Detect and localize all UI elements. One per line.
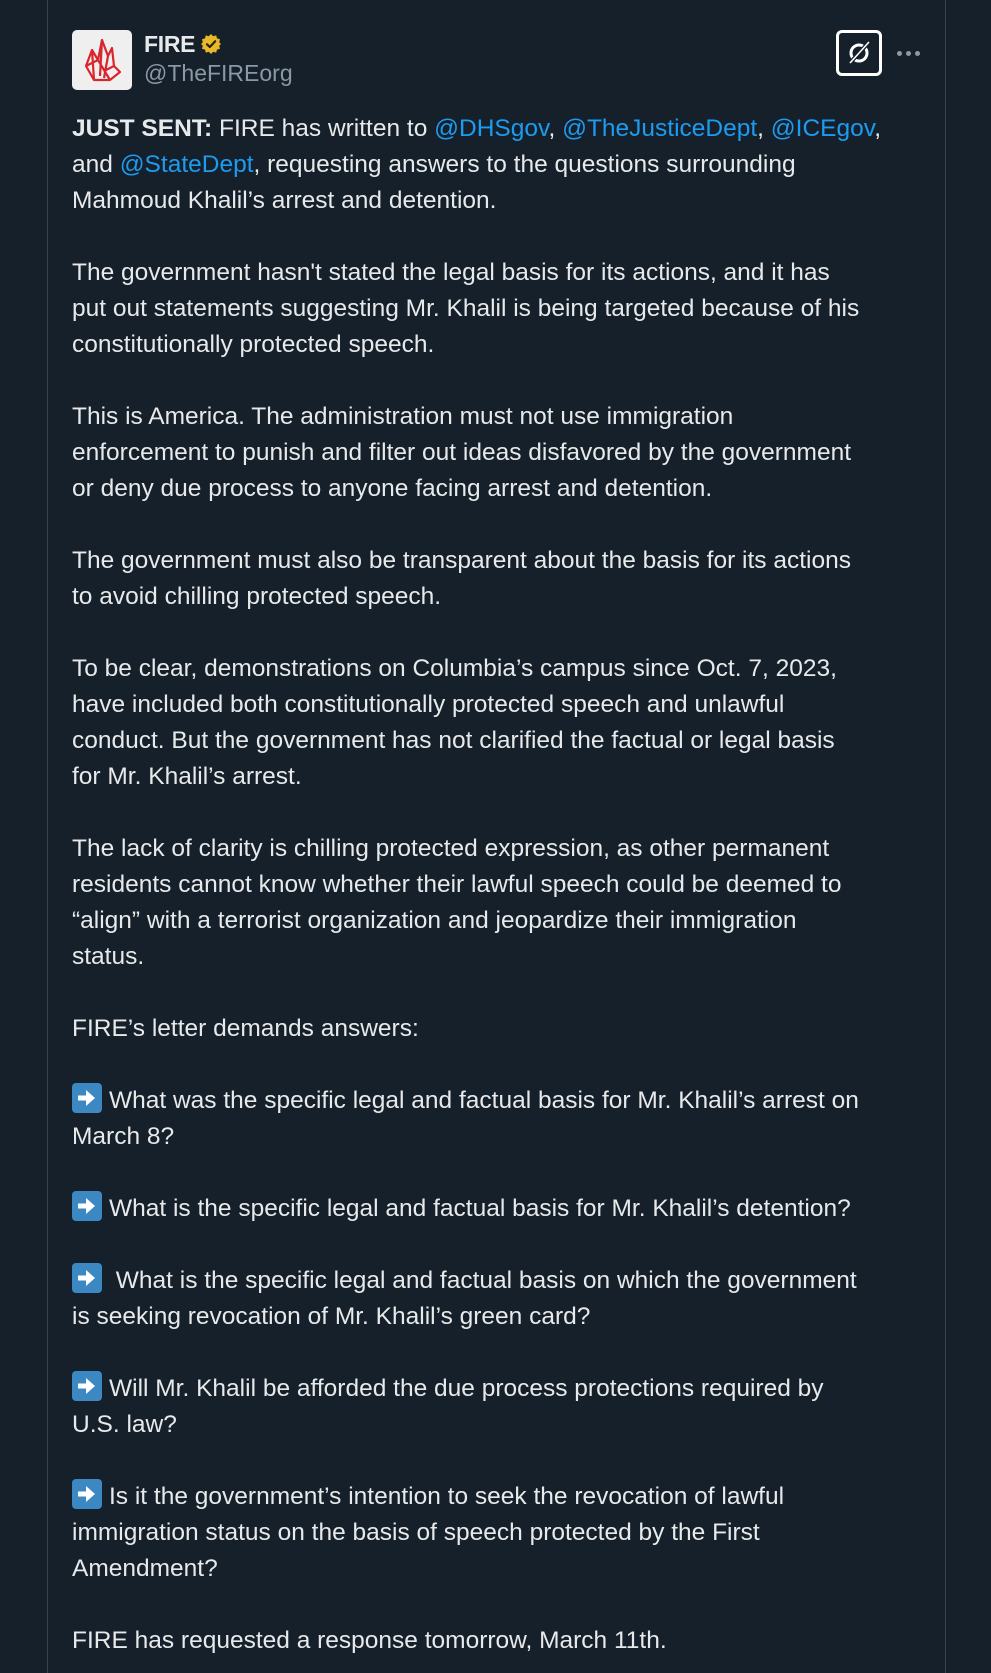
- tweet-line: The government hasn't stated the legal basis for its actions, and it has: [72, 259, 830, 286]
- question-item: [72, 1371, 922, 1443]
- more-horizontal-icon: [897, 51, 902, 56]
- text-segment: ,: [874, 115, 882, 142]
- more-horizontal-icon: [906, 51, 911, 56]
- tweet-line: [72, 1083, 922, 1119]
- mention-dhsgov-link[interactable]: @DHSgov: [434, 115, 549, 142]
- tweet-line: to avoid chilling protected speech.: [72, 583, 442, 610]
- question-item: [72, 1083, 922, 1155]
- tweet-paragraph: [72, 399, 922, 507]
- text-segment: FIRE has written to: [212, 115, 435, 142]
- tweet-line: [72, 1479, 922, 1515]
- question-text: What is the specific legal and factual basis for Mr. Khalil’s detention?: [109, 1195, 851, 1222]
- tweet-line: The lack of clarity is chilling protected expression, as other permanent: [72, 835, 830, 862]
- tweet-line: “align” with a terrorist organization and jeopardize their immigration: [72, 907, 797, 934]
- tweet-line: To be clear, demonstrations on Columbia’s campus since Oct. 7, 2023,: [72, 655, 837, 682]
- tweet-line: [72, 147, 922, 183]
- tweet-line: FIRE’s letter demands answers:: [72, 1015, 419, 1042]
- arrow-right-emoji-icon: [72, 1479, 102, 1509]
- arrow-right-emoji-icon: [72, 1083, 102, 1113]
- tweet-line: [72, 111, 922, 147]
- grok-icon: [844, 38, 874, 68]
- tweet-line: Mahmoud Khalil’s arrest and detention.: [72, 187, 497, 214]
- text-segment: and: [72, 151, 120, 178]
- tweet-paragraph: [72, 255, 922, 363]
- tweet-line: [72, 1263, 922, 1299]
- tweet-line: residents cannot know whether their lawful speech could be deemed to: [72, 871, 842, 898]
- author-name-row[interactable]: [144, 30, 222, 58]
- text-segment: , requesting answers to the questions surrounding: [253, 151, 796, 178]
- tweet-line: for Mr. Khalil’s arrest.: [72, 763, 302, 790]
- tweet-line: conduct. But the government has not clarified the factual or legal basis: [72, 727, 835, 754]
- author-display-name[interactable]: FIRE: [144, 30, 196, 57]
- more-horizontal-icon: [915, 51, 920, 56]
- tweet-paragraph: [72, 831, 922, 975]
- tweet-line: put out statements suggesting Mr. Khalil is being targeted because of his: [72, 295, 860, 322]
- tweet-paragraph: [72, 543, 922, 615]
- tweet-line: [72, 1371, 922, 1407]
- arrow-right-emoji-icon: [72, 1191, 102, 1221]
- fire-logo-icon: [80, 36, 124, 84]
- tweet-line: The government must also be transparent about the basis for its actions: [72, 547, 851, 574]
- tweet-line: FIRE has requested a response tomorrow, March 11th.: [72, 1627, 667, 1654]
- question-text: Is it the government’s intention to seek the revocation of lawful: [109, 1483, 785, 1510]
- tweet-paragraph-letter-demands: [72, 1011, 922, 1047]
- tweet-line: have included both constitutionally protected speech and unlawful: [72, 691, 785, 718]
- verified-badge-icon[interactable]: [200, 33, 222, 55]
- mention-statedept-link[interactable]: @StateDept: [119, 151, 254, 178]
- arrow-right-emoji-icon: [72, 1371, 102, 1401]
- question-text: Will Mr. Khalil be afforded the due process protections required by: [109, 1375, 824, 1402]
- grok-button[interactable]: [836, 30, 882, 76]
- tweet-paragraph: [72, 651, 922, 795]
- question-text: What was the specific legal and factual basis for Mr. Khalil’s arrest on: [109, 1087, 859, 1114]
- question-text: What is the specific legal and factual basis on which the government: [109, 1267, 857, 1294]
- tweet-line: March 8?: [72, 1123, 175, 1150]
- avatar[interactable]: [72, 30, 132, 90]
- more-options-button[interactable]: [893, 40, 923, 66]
- question-item: [72, 1191, 922, 1227]
- just-sent-label: JUST SENT:: [72, 115, 213, 142]
- text-segment: ,: [548, 115, 563, 142]
- mention-icegov-link[interactable]: @ICEgov: [770, 115, 875, 142]
- tweet-line: This is America. The administration must not use immigration: [72, 403, 734, 430]
- question-item: [72, 1263, 922, 1335]
- author-handle[interactable]: @TheFIREorg: [144, 60, 293, 86]
- question-item: [72, 1479, 922, 1587]
- mention-thejusticedept-link[interactable]: @TheJusticeDept: [562, 115, 758, 142]
- tweet-line: is seeking revocation of Mr. Khalil’s green card?: [72, 1303, 591, 1330]
- tweet-line: enforcement to punish and filter out ideas disfavored by the government: [72, 439, 852, 466]
- tweet-text: [72, 111, 922, 1659]
- tweet-line: [72, 1191, 922, 1227]
- text-segment: ,: [757, 115, 771, 142]
- arrow-right-emoji-icon: [72, 1263, 102, 1293]
- tweet-line: immigration status on the basis of speech protected by the First: [72, 1519, 760, 1546]
- tweet-paragraph-closing: [72, 1623, 922, 1659]
- tweet-paragraph-intro: [72, 111, 922, 219]
- tweet-line: status.: [72, 943, 145, 970]
- tweet-line: constitutionally protected speech.: [72, 331, 435, 358]
- tweet-line: or deny due process to anyone facing arrest and detention.: [72, 475, 713, 502]
- tweet-line: Amendment?: [72, 1555, 218, 1582]
- tweet-line: U.S. law?: [72, 1411, 177, 1438]
